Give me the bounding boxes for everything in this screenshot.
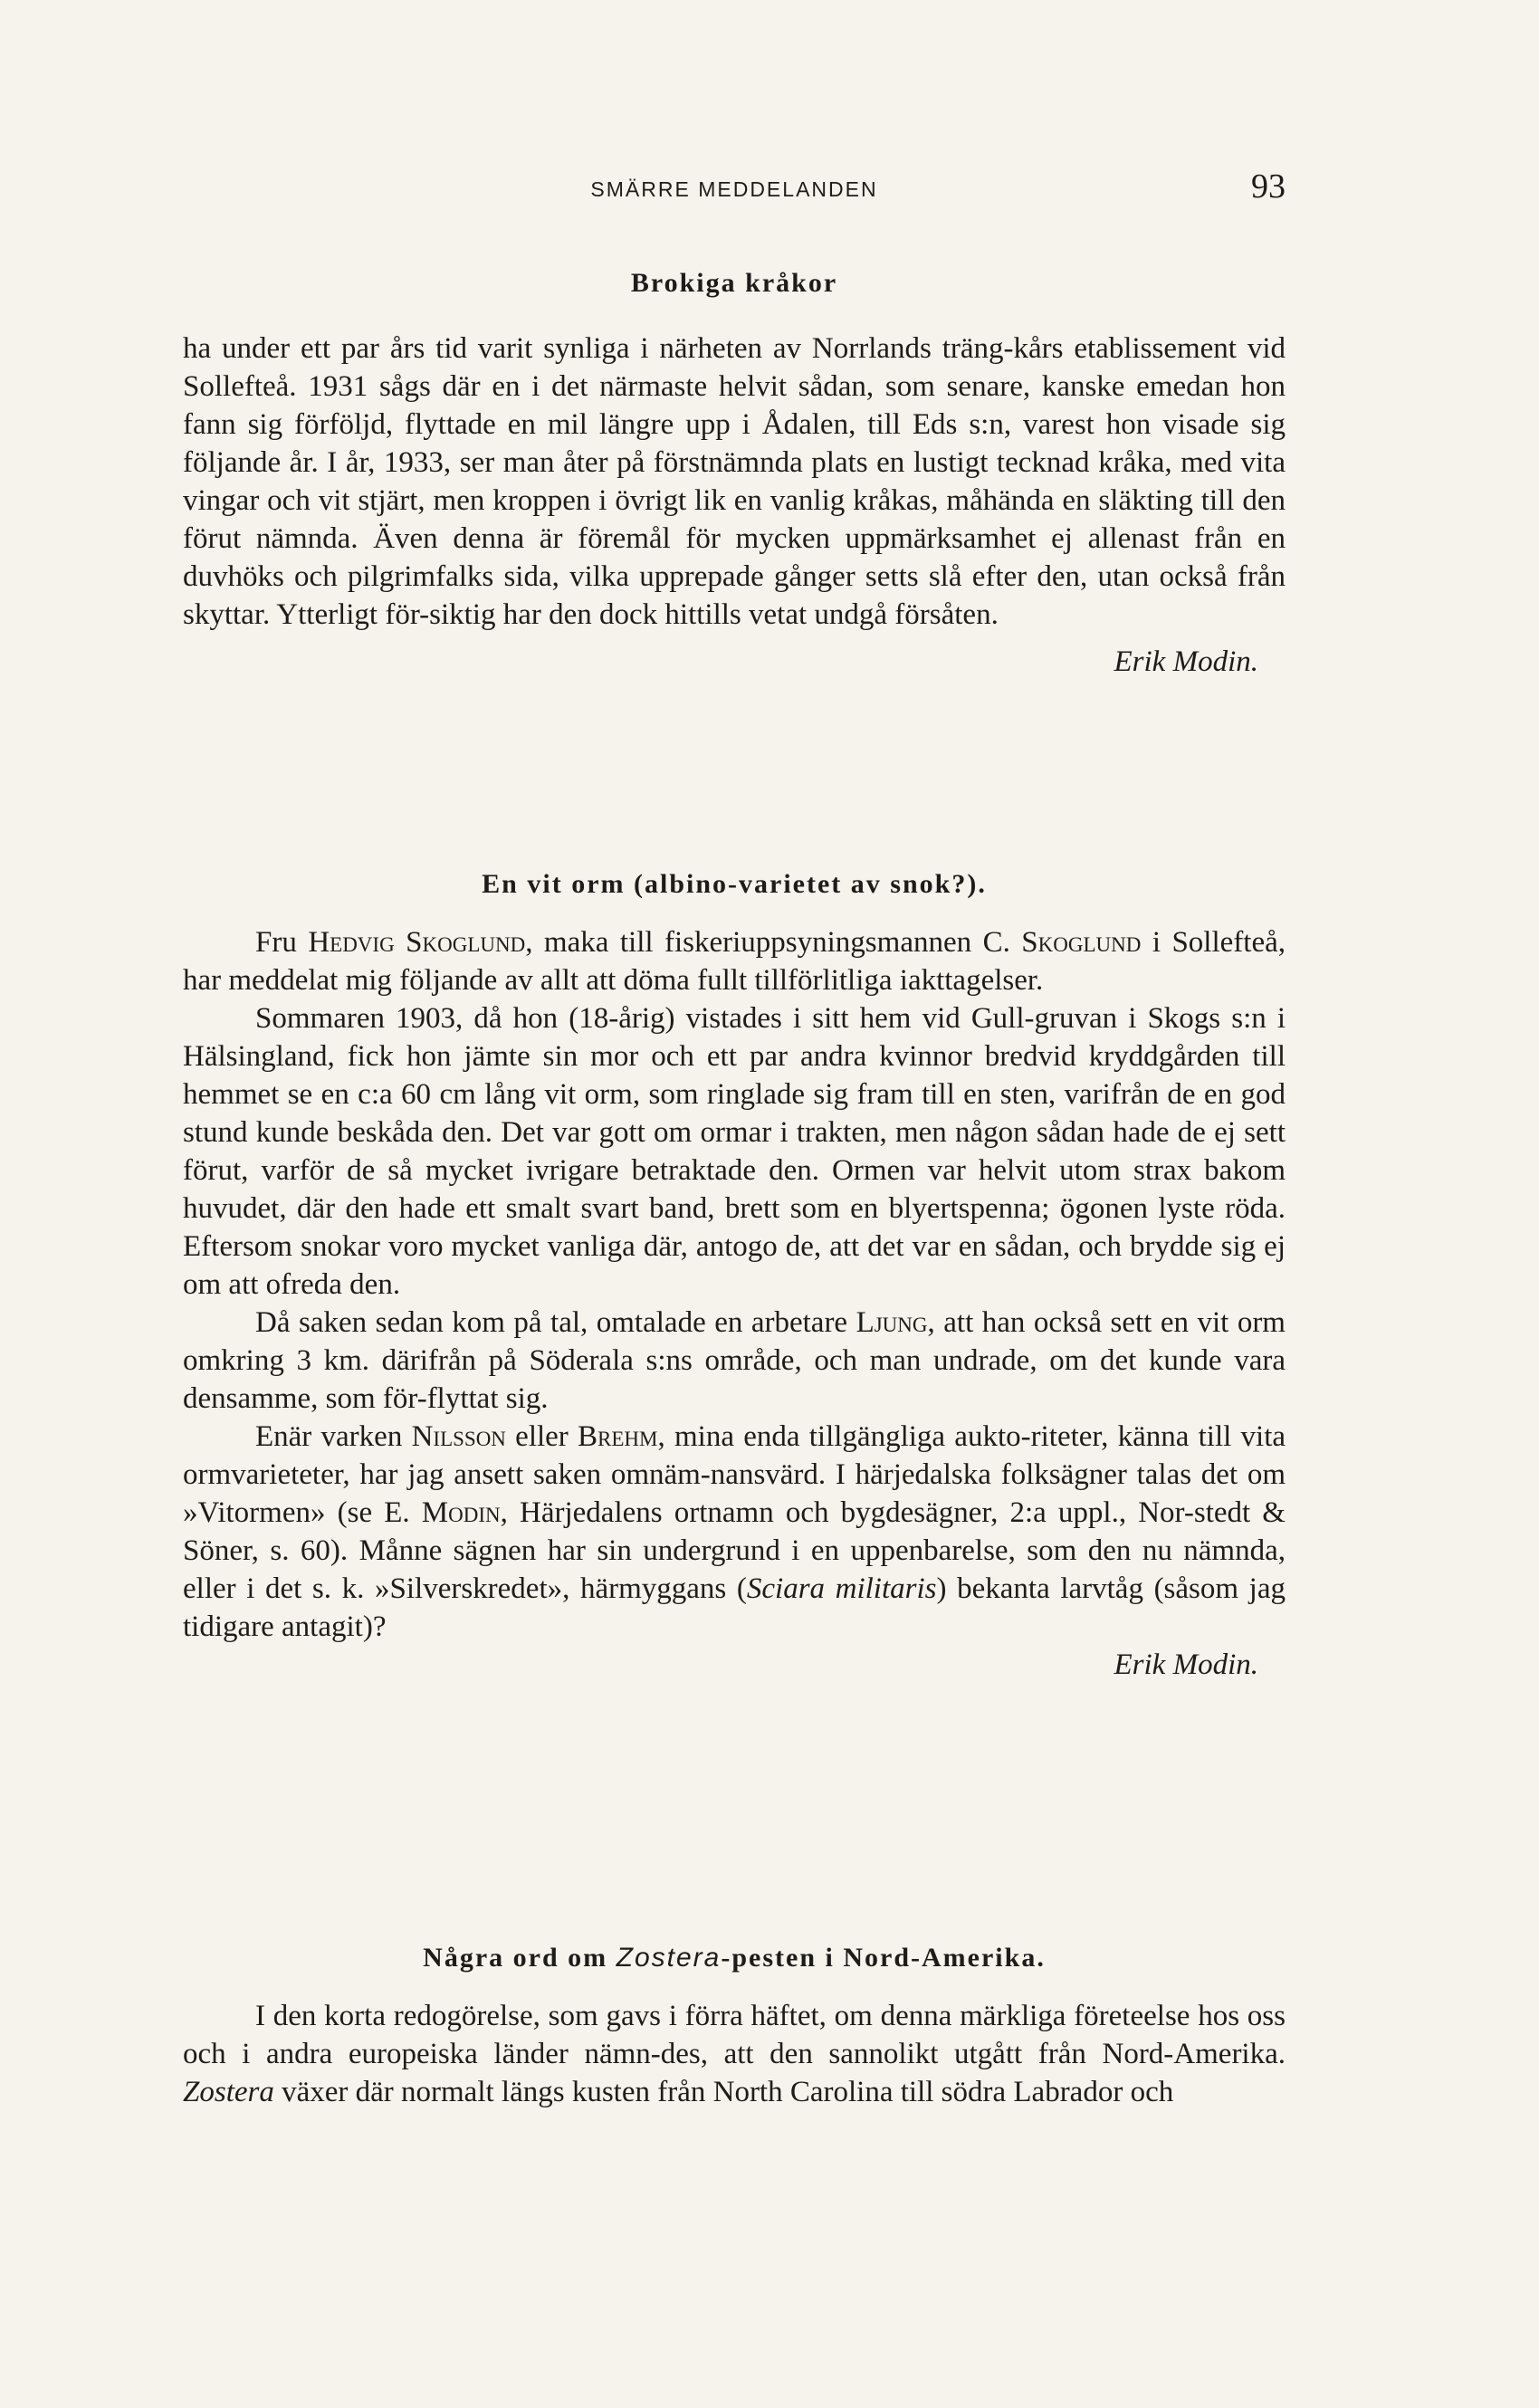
signature: Erik Modin. [1114, 1648, 1258, 1681]
article-vit-orm [183, 869, 1286, 1684]
running-head: SMÄRRE MEDDELANDEN [590, 177, 878, 201]
article-title: Brokiga kråkor [630, 268, 838, 298]
person-name: Skoglund [1021, 926, 1142, 959]
page-number: 93 [1251, 167, 1286, 205]
species-name: Sciara militaris [746, 1572, 937, 1605]
person-name: Brehm [578, 1420, 658, 1453]
paragraph: Fru Hedvig Skoglund, maka till fiskeriuppsyningsmannen C. Skoglund i Sollefteå, har meddelat mig följande av allt att döma fullt tillförlitliga iakttagelser. [183, 926, 1286, 997]
paragraph: Enär varken Nilsson eller Brehm, mina enda tillgängliga aukto-riteter, känna till vita ormvarieteter, har jag ansett saken omnäm-nansvärd. I härjedalska folksägner talas det om »Vitormen» (se E. Modin, Härjedalens ortnamn och bygdesägner, 2:a uppl., Nor-stedt & Söner, s. 60). Månne sägnen har sin undergrund i en uppenbarelse, som den nu nämnda, eller i det s. k. »Silverskredet», härmyggans (Sciara militaris) bekanta larvtåg (såsom jag tidigare antagit)? [183, 1420, 1286, 1643]
person-name: Hedvig Skoglund [308, 926, 526, 959]
article-title: Några ord om Zostera-pesten i Nord-Amerika. [423, 1943, 1046, 1973]
article-body: ha under ett par års tid varit synliga i närheten av Norrlands träng-kårs etablissement vid Sollefteå. 1931 sågs där en i det närmaste helvit sådan, som senare, kanske emedan hon fann sig förföljd, flyttade en mil längre upp i Ådalen, till Eds s:n, varest hon visade sig följande år. I år, 1933, ser man åter på förstnämnda plats en lustigt tecknad kråka, med vita vingar och vit stjärt, men kroppen i övrigt lik en vanlig kråkas, måhända en släkting till den förut nämnda. Även denna är föremål för mycken uppmärksamhet ej allenast från en duvhöks och pilgrimfalks sida, vilka upprepade gånger setts slå efter den, utan också från skyttar. Ytterligt för-siktig har den dock hittills vetat undgå försåten. [183, 332, 1286, 631]
person-name: Ljung [856, 1306, 928, 1339]
genus-name: Zostera [616, 1943, 722, 1973]
paragraph: I den korta redogörelse, som gavs i förra häftet, om denna märkliga företeelse hos oss och i andra europeiska länder nämn-des, att den sannolikt utgått från Nord-Amerika. Zostera växer där normalt längs kusten från North Carolina till södra Labrador och [183, 2000, 1286, 2108]
signature: Erik Modin. [1114, 645, 1258, 678]
person-name: Nilsson [411, 1420, 506, 1453]
person-name: Modin [421, 1496, 501, 1529]
article-title: En vit orm (albino-varietet av snok?). [482, 869, 987, 899]
article-zostera-pesten [183, 1943, 1286, 2111]
paragraph: Sommaren 1903, då hon (18-årig) vistades i sitt hem vid Gull-gruvan i Skogs s:n i Hälsingland, fick hon jämte sin mor och ett par andra kvinnor bredvid kryddgården till hemmet se en c:a 60 cm lång vit orm, som ringlade sig fram till en sten, varifrån de en god stund kunde beskåda den. Det var gott om ormar i trakten, men någon sådan hade de ej sett förut, varför de så mycket ivrigare betraktade den. Ormen var helvit utom strax bakom huvudet, där den hade ett smalt svart band, brett som en blyertspenna; ögonen lyste röda. Eftersom snokar voro mycket vanliga där, antogo de, att det var en sådan, och brydde sig ej om att ofreda den. [183, 1002, 1286, 1301]
genus-name: Zostera [183, 2076, 274, 2108]
paragraph: Då saken sedan kom på tal, omtalade en arbetare Ljung, att han också sett en vit orm omkring 3 km. därifrån på Söderala s:ns område, och man undrade, om det kunde vara densamme, som för-flyttat sig. [183, 1306, 1286, 1415]
article-brokiga-krakor [183, 268, 1286, 681]
